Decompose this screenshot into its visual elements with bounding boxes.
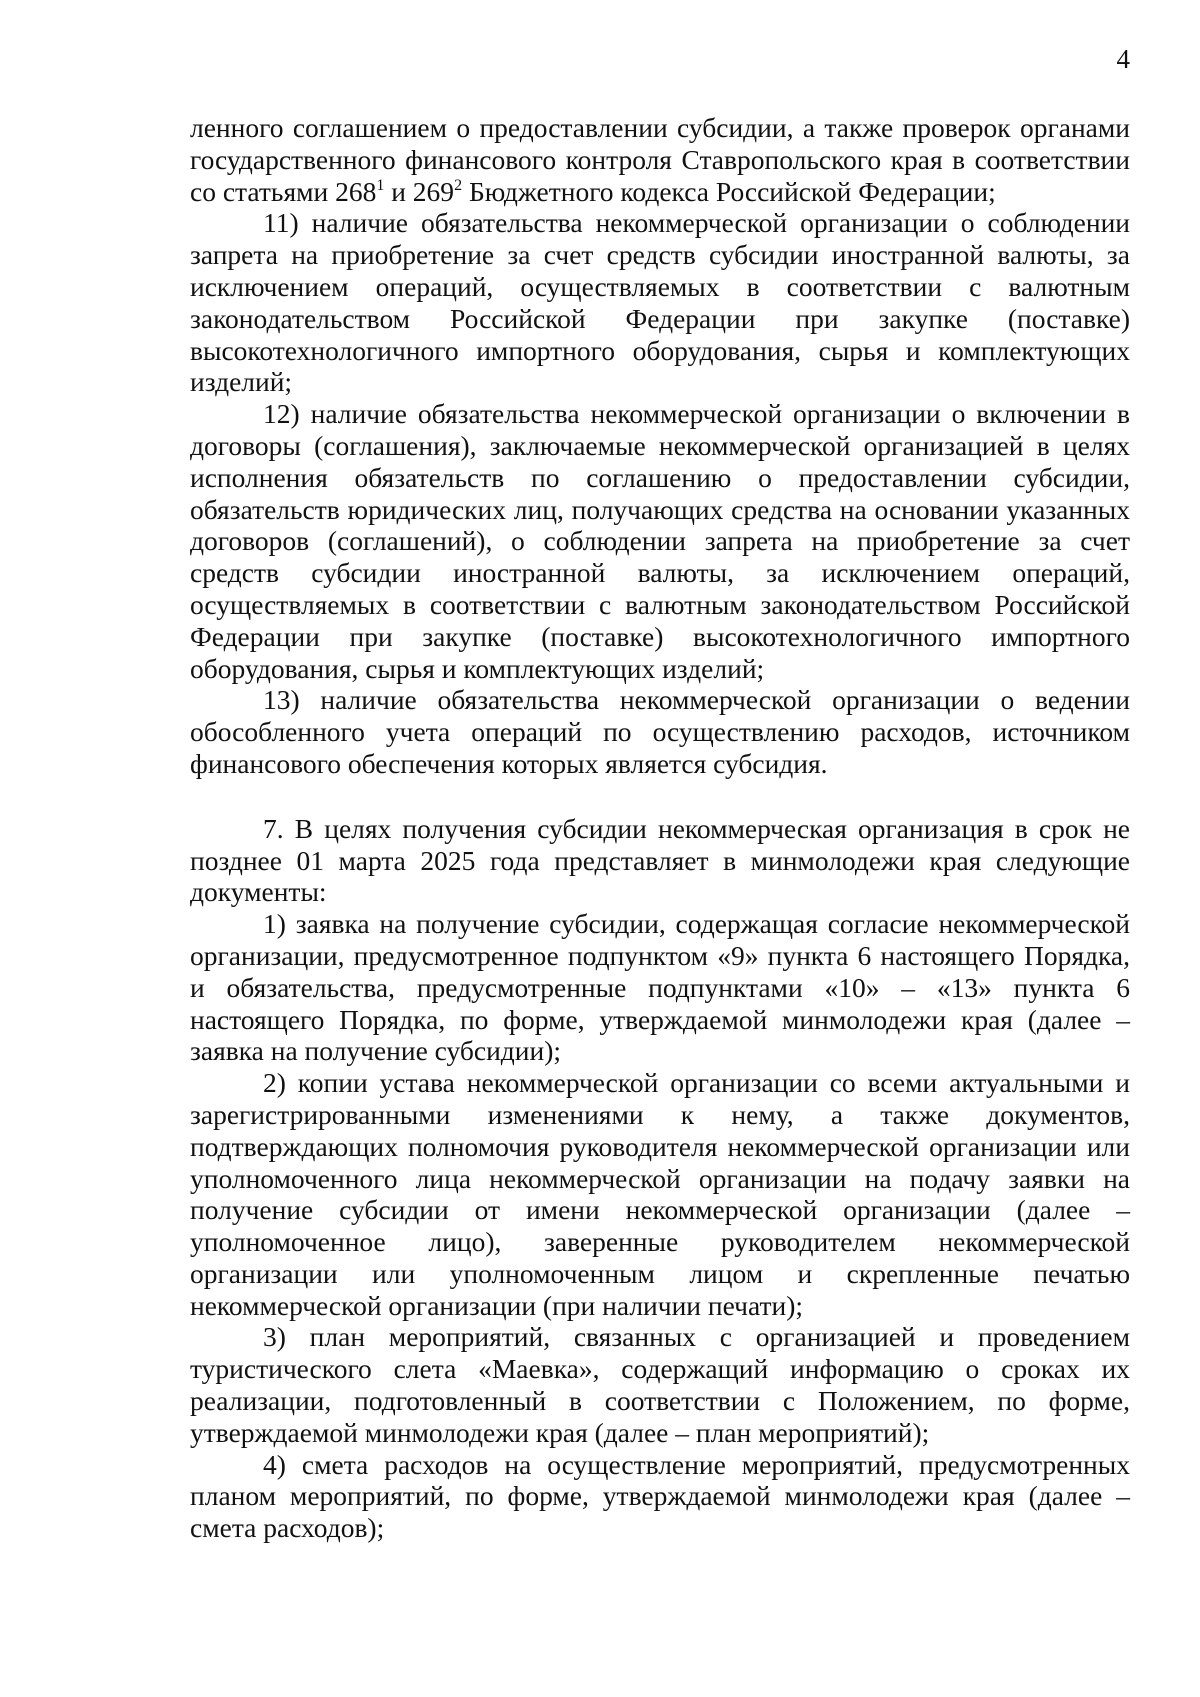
paragraph-continuation [190, 112, 1130, 207]
superscript-1: 1 [376, 176, 385, 194]
paragraph-text: Бюджетного кодекса Российской Федерации; [462, 175, 996, 207]
paragraph-doc-4: 4) смета расходов на осуществление мероприятий, предусмотренных планом мероприятий, по форме, утверждаемой минмолодежи края (далее – смета расходов); [190, 1448, 1130, 1544]
superscript-2: 2 [454, 176, 463, 194]
page-number: 4 [1116, 44, 1130, 74]
paragraph-item-11: 11) наличие обязательства некоммерческой организации о соблюдении запрета на приобретение за счет средств субсидии иностранной валюты, за исключением операций, осуществляемых в соответствии с валютным законодательством Российской Федерации при закупке (поставке) высокотехнологичного импортного оборудования, сырья и комплектующих изделий; [190, 207, 1130, 398]
paragraph-doc-3: 3) план мероприятий, связанных с организацией и проведением туристического слета «Маевка», содержащий информацию о сроках их реализации, подготовленный в соответствии с Положением, по форме, утверждаемой минмолодежи края (далее – план мероприятий); [190, 1321, 1130, 1448]
paragraph-text: ленного соглашением о предоставлении субсидии, а также проверок органами государственного финансового контроля Ставропольского края в соответствии со статьями 268 [190, 112, 1130, 207]
document-body [190, 112, 1130, 1544]
paragraph-item-12: 12) наличие обязательства некоммерческой организации о включении в договоры (соглашения), заключаемые некоммерческой организацией в целях исполнения обязательств по соглашению о предоставлении субсидии, обязательств юридических лиц, получающих средства на основании указанных договоров (соглашений), о соблюдении запрета на приобретение за счет средств субсидии иностранной валюты, за исключением операций, осуществляемых в соответствии с валютным законодательством Российской Федерации при закупке (поставке) высокотехнологичного импортного оборудования, сырья и комплектующих изделий; [190, 398, 1130, 684]
paragraph-doc-1: 1) заявка на получение субсидии, содержащая согласие некоммерческой организации, предусмотренное подпунктом «9» пункта 6 настоящего Порядка, и обязательства, предусмотренные подпунктами «10» – «13» пункта 6 настоящего Порядка, по форме, утверждаемой минмолодежи края (далее – заявка на получение субсидии); [190, 908, 1130, 1067]
paragraph-doc-2: 2) копии устава некоммерческой организации со всеми актуальными и зарегистрированными изменениями к нему, а также документов, подтверждающих полномочия руководителя некоммерческой организации или уполномоченного лица некоммерческой организации на подачу заявки на получение субсидии от имени некоммерческой организации (далее – уполномоченное лицо), заверенные руководителем некоммерческой организации или уполномоченным лицом и скрепленные печатью некоммерческой организации (при наличии печати); [190, 1067, 1130, 1321]
paragraph-item-13: 13) наличие обязательства некоммерческой организации о ведении обособленного учета операций по осуществлению расходов, источником финансового обеспечения которых является субсидия. [190, 684, 1130, 779]
paragraph-section-7: 7. В целях получения субсидии некоммерческая организация в срок не позднее 01 марта 2025 года представляет в минмолодежи края следующие документы: [190, 812, 1130, 908]
paragraph-text: и 269 [384, 175, 455, 207]
